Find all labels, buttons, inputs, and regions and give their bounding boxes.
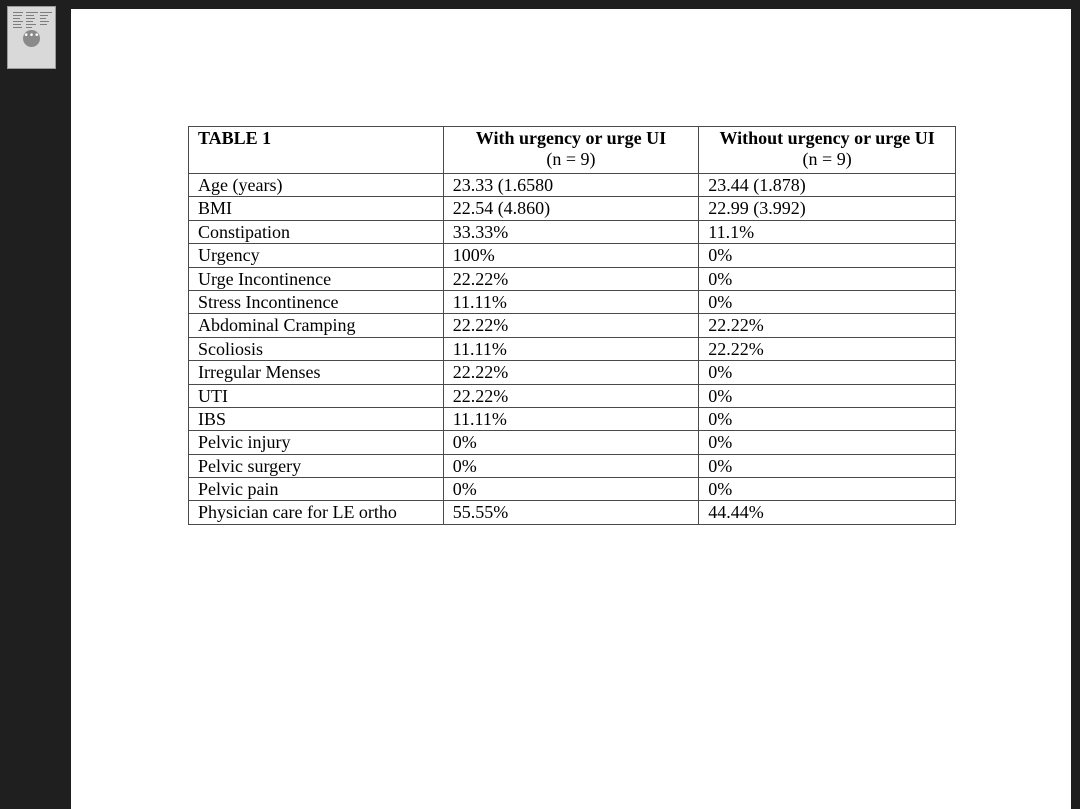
top-bar xyxy=(71,0,1080,9)
table-row xyxy=(189,337,956,360)
table-header-row xyxy=(189,127,956,174)
table-row xyxy=(189,454,956,477)
with-urgency-cell: 0% xyxy=(443,454,699,477)
with-urgency-cell: 22.22% xyxy=(443,314,699,337)
row-label-cell: Physician care for LE ortho xyxy=(189,501,444,524)
thumbnail-text-line xyxy=(40,21,49,22)
table-row xyxy=(189,267,956,290)
scrollbar-track[interactable] xyxy=(1071,0,1080,809)
table-body xyxy=(189,174,956,525)
table-row xyxy=(189,384,956,407)
without-urgency-cell: 0% xyxy=(699,290,956,313)
with-urgency-cell: 100% xyxy=(443,244,699,267)
without-urgency-cell: 11.1% xyxy=(699,220,956,243)
thumbnail-text-line xyxy=(26,12,38,13)
with-urgency-cell: 0% xyxy=(443,431,699,454)
without-urgency-cell: 22.22% xyxy=(699,337,956,360)
data-table xyxy=(188,126,956,525)
row-label-cell: Pelvic injury xyxy=(189,431,444,454)
with-urgency-cell: 22.22% xyxy=(443,267,699,290)
thumbnail-text-line xyxy=(13,21,23,22)
without-urgency-cell: 44.44% xyxy=(699,501,956,524)
without-urgency-cell: 22.22% xyxy=(699,314,956,337)
thumbnail-text-line xyxy=(26,24,36,25)
without-urgency-cell: 0% xyxy=(699,478,956,501)
with-urgency-cell: 0% xyxy=(443,478,699,501)
column-header-sub: (n = 9) xyxy=(546,149,596,169)
with-urgency-cell: 22.22% xyxy=(443,361,699,384)
table-title: TABLE 1 xyxy=(198,128,272,148)
thumbnail-text-line xyxy=(40,24,47,25)
table-row xyxy=(189,361,956,384)
with-urgency-cell: 22.54 (4.860) xyxy=(443,197,699,220)
table-row xyxy=(189,431,956,454)
page-thumbnail[interactable] xyxy=(7,6,56,69)
thumbnail-text-line xyxy=(26,21,33,22)
table-row xyxy=(189,290,956,313)
without-urgency-cell: 0% xyxy=(699,407,956,430)
with-urgency-cell: 33.33% xyxy=(443,220,699,243)
row-label-cell: Irregular Menses xyxy=(189,361,444,384)
with-urgency-cell: 55.55% xyxy=(443,501,699,524)
row-label-cell: Urge Incontinence xyxy=(189,267,444,290)
with-urgency-cell: 11.11% xyxy=(443,290,699,313)
with-urgency-cell: 11.11% xyxy=(443,407,699,430)
without-urgency-cell: 0% xyxy=(699,384,956,407)
table-row xyxy=(189,174,956,197)
thumbnail-text-line xyxy=(26,27,32,28)
row-label-cell: Stress Incontinence xyxy=(189,290,444,313)
without-urgency-cell: 0% xyxy=(699,267,956,290)
row-label-cell: Scoliosis xyxy=(189,337,444,360)
table-row xyxy=(189,220,956,243)
thumbnail-text-line xyxy=(13,24,21,25)
column-header-label: Without urgency or urge UI xyxy=(719,128,935,148)
with-urgency-cell: 11.11% xyxy=(443,337,699,360)
table-row xyxy=(189,197,956,220)
without-urgency-cell: 23.44 (1.878) xyxy=(699,174,956,197)
column-header-label: With urgency or urge UI xyxy=(475,128,667,148)
thumbnail-text-line xyxy=(26,18,35,19)
row-label-cell: UTI xyxy=(189,384,444,407)
column-header-sub: (n = 9) xyxy=(802,149,852,169)
thumbnail-text-line xyxy=(13,27,22,28)
ellipsis-icon[interactable]: ••• xyxy=(23,30,40,47)
thumbnail-text-line xyxy=(13,18,20,19)
row-label-cell: Age (years) xyxy=(189,174,444,197)
column-header-with-urgency xyxy=(443,127,699,174)
table-row xyxy=(189,407,956,430)
thumbnail-text-line xyxy=(26,15,34,16)
table-row xyxy=(189,314,956,337)
thumbnail-text-line xyxy=(40,15,48,16)
row-label-cell: Constipation xyxy=(189,220,444,243)
document-page xyxy=(71,9,1071,809)
thumbnail-sidebar xyxy=(0,0,71,809)
thumbnail-text-line xyxy=(40,18,46,19)
without-urgency-cell: 22.99 (3.992) xyxy=(699,197,956,220)
table-row xyxy=(189,244,956,267)
row-label-cell: IBS xyxy=(189,407,444,430)
row-label-cell: Pelvic surgery xyxy=(189,454,444,477)
without-urgency-cell: 0% xyxy=(699,431,956,454)
thumbnail-text-line xyxy=(13,15,22,16)
without-urgency-cell: 0% xyxy=(699,244,956,267)
row-label-cell: BMI xyxy=(189,197,444,220)
row-label-cell: Urgency xyxy=(189,244,444,267)
thumbnail-text-line xyxy=(40,12,52,13)
table-row xyxy=(189,478,956,501)
row-label-cell: Abdominal Cramping xyxy=(189,314,444,337)
without-urgency-cell: 0% xyxy=(699,454,956,477)
thumbnail-text-line xyxy=(13,12,23,13)
without-urgency-cell: 0% xyxy=(699,361,956,384)
with-urgency-cell: 23.33 (1.6580 xyxy=(443,174,699,197)
row-label-cell: Pelvic pain xyxy=(189,478,444,501)
column-header-without-urgency xyxy=(699,127,956,174)
table-title-cell xyxy=(189,127,444,174)
with-urgency-cell: 22.22% xyxy=(443,384,699,407)
table-row xyxy=(189,501,956,524)
